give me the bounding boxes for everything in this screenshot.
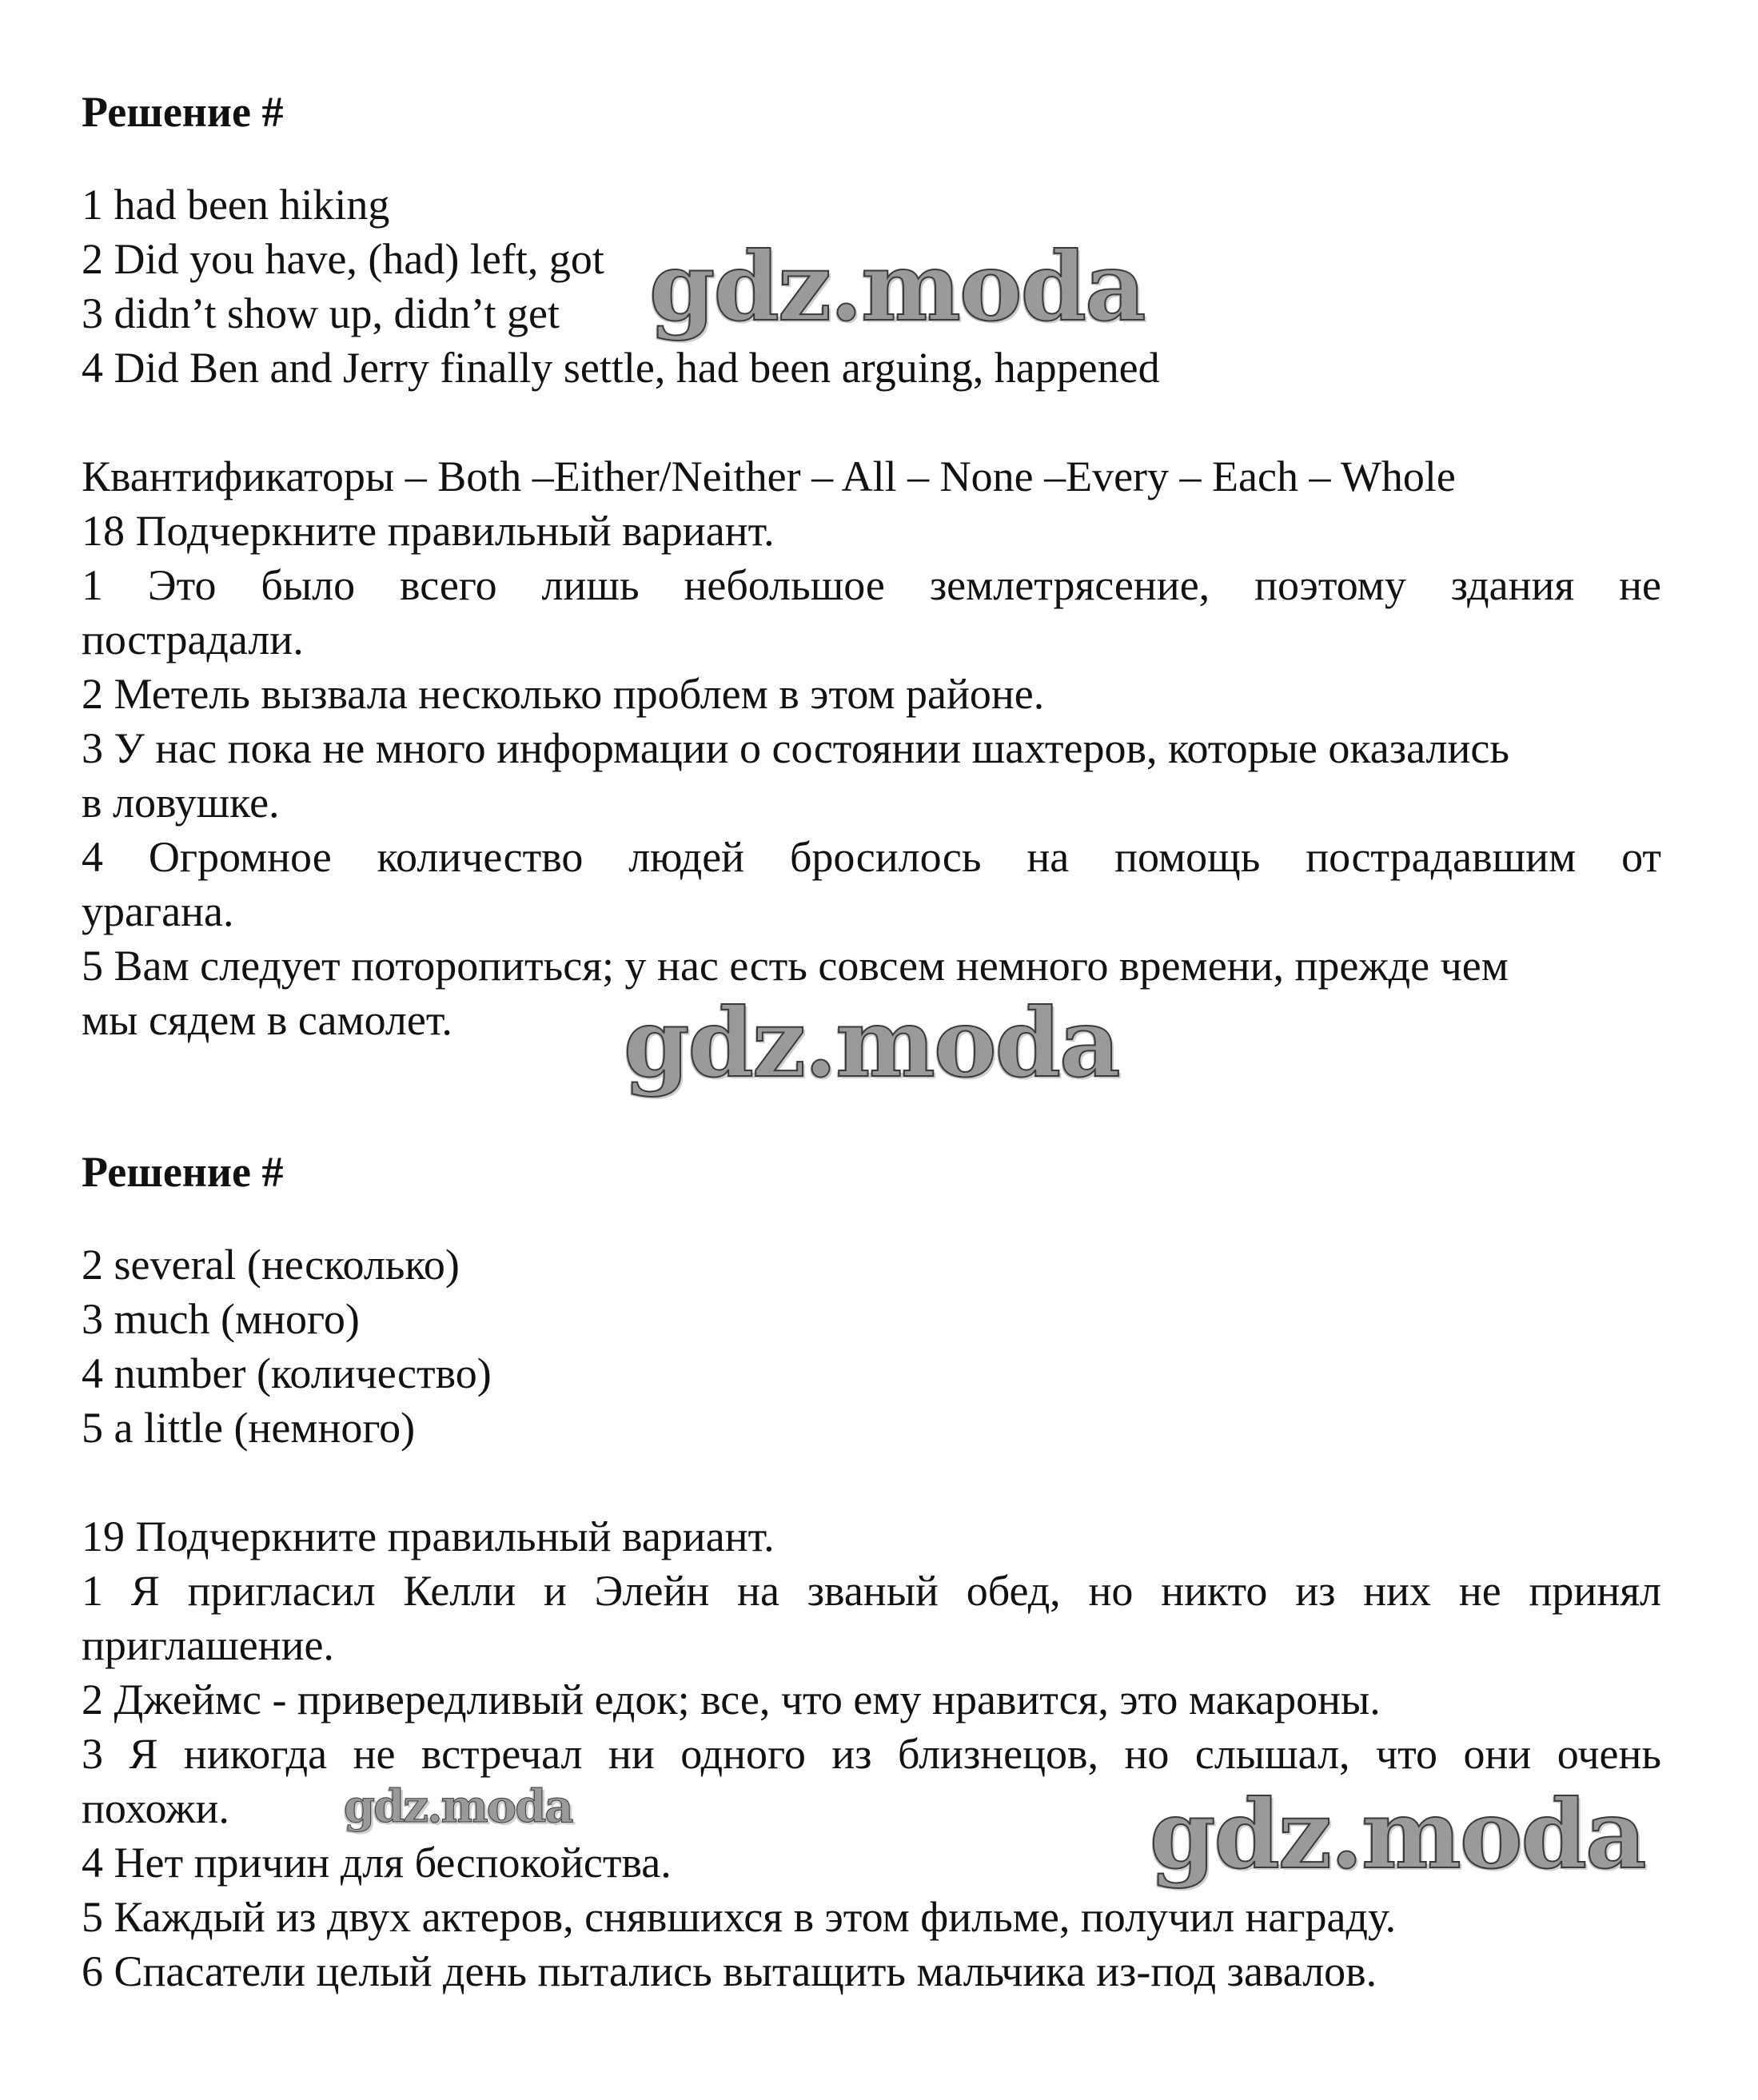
exercise-18-item-1: 1 Это было всего лишь небольшое землетрясение, поэтому здания не <box>82 561 1661 609</box>
answer-line-4: 4 Did Ben and Jerry finally settle, had been arguing, happened <box>82 344 1160 392</box>
exercise-18-item-5: 5 Вам следует поторопиться; у нас есть совсем немного времени, прежде чем <box>82 942 1509 990</box>
exercise-18-item-1-cont: пострадали. <box>82 616 304 663</box>
exercise-18-item-3-cont: в ловушке. <box>82 779 280 827</box>
watermark-logo: gdz.moda <box>344 1780 572 1833</box>
watermark-logo: gdz.moda <box>624 987 1119 1098</box>
answer-line-much: 3 much (много) <box>82 1295 360 1343</box>
answer-line-several: 2 several (несколько) <box>82 1241 460 1289</box>
answer-line-2: 2 Did you have, (had) left, got <box>82 235 604 283</box>
exercise-19-item-6: 6 Спасатели целый день пытались вытащить мальчика из-под завалов. <box>82 1947 1377 1995</box>
exercise-19-item-5: 5 Каждый из двух актеров, снявшихся в этом фильме, получил награду. <box>82 1893 1397 1941</box>
exercise-19-item-2: 2 Джеймс - привередливый едок; все, что ему нравится, это макароны. <box>82 1676 1381 1723</box>
exercise-18-title: 18 Подчеркните правильный вариант. <box>82 507 775 555</box>
answer-line-number: 4 number (количество) <box>82 1349 492 1397</box>
exercise-18-item-4-cont: урагана. <box>82 887 234 935</box>
quantifiers-line: Квантификаторы – Both –Either/Neither – All – None –Every – Each – Whole <box>82 452 1456 500</box>
exercise-19-item-1-cont: приглашение. <box>82 1621 334 1669</box>
watermark-logo: gdz.moda <box>649 231 1145 342</box>
answer-line-a-little: 5 a little (немного) <box>82 1404 416 1452</box>
exercise-19-item-3: 3 Я никогда не встречал ни одного из близнецов, но слышал, что они очень <box>82 1730 1661 1778</box>
exercise-18-item-2: 2 Метель вызвала несколько проблем в этом районе. <box>82 670 1045 718</box>
exercise-18-item-4: 4 Огромное количество людей бросилось на помощь пострадавшим от <box>82 833 1661 881</box>
exercise-18-item-3: 3 У нас пока не много информации о состоянии шахтеров, которые оказались <box>82 724 1509 772</box>
exercise-19-item-4: 4 Нет причин для беспокойства. <box>82 1839 672 1887</box>
exercise-18-item-5-cont: мы сядем в самолет. <box>82 996 452 1044</box>
watermark-logo: gdz.moda <box>1150 1779 1645 1890</box>
exercise-19-item-1: 1 Я пригласил Келли и Элейн на званый обед, но никто из них не принял <box>82 1567 1661 1615</box>
solution-heading-1: Решение # <box>82 88 284 136</box>
solution-heading-2: Решение # <box>82 1148 284 1196</box>
exercise-19-title: 19 Подчеркните правильный вариант. <box>82 1512 775 1560</box>
exercise-19-item-3-cont: похожи. <box>82 1784 229 1832</box>
answer-line-3: 3 didn’t show up, didn’t get <box>82 289 560 337</box>
answer-line-1: 1 had been hiking <box>82 181 390 229</box>
